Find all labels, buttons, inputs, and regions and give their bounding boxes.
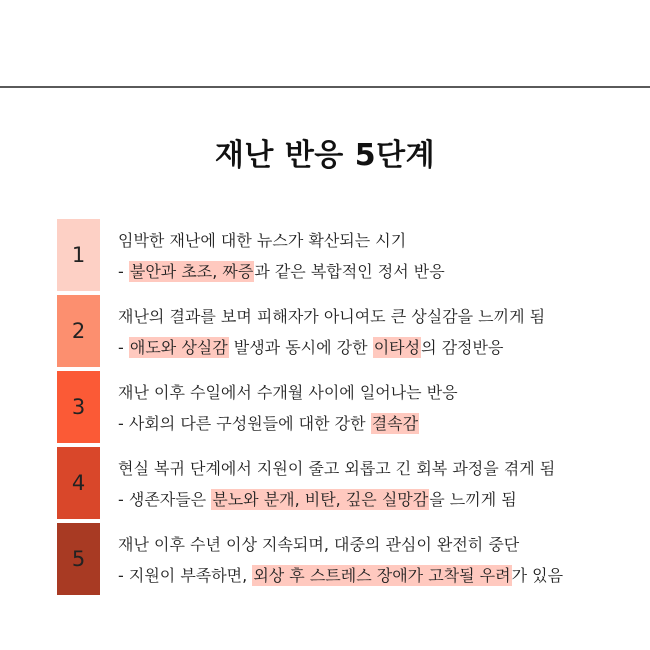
step-detail [118,335,503,358]
detail-text: - 사회의 다른 구성원들에 대한 강한 [118,414,371,433]
step-number-badge: 1 [57,219,100,291]
detail-text: 을 느끼게 됨 [429,490,517,509]
page-title: 재난 반응 5단계 [214,138,436,173]
step-description: 재난 이후 수년 이상 지속되며, 대중의 관심이 완전히 중단 [118,535,520,554]
step-description: 현실 복귀 단계에서 지원이 줄고 외롭고 긴 회복 과정을 겪게 됨 [118,459,556,478]
step-description: 재난의 결과를 보며 피해자가 아니여도 큰 상실감을 느끼게 됨 [118,307,546,326]
step-5 [57,523,637,599]
detail-text: 가 있음 [511,566,564,585]
detail-text: - [118,338,129,357]
step-detail [118,411,419,434]
step-3 [57,371,637,447]
highlighted-text: 결속감 [371,414,419,433]
detail-text: 과 같은 복합적인 정서 반응 [254,262,445,281]
step-number-badge: 2 [57,295,100,367]
highlighted-text: 이타성 [373,338,421,357]
step-2 [57,295,637,371]
highlighted-text: 불안과 초조, 짜증 [129,262,254,281]
detail-text: - [118,262,129,281]
step-description: 임박한 재난에 대한 뉴스가 확산되는 시기 [118,231,407,250]
step-number-badge: 5 [57,523,100,595]
detail-text: - 지원이 부족하면, [118,566,253,585]
highlighted-text: 외상 후 스트레스 장애가 고착될 우려 [253,566,511,585]
detail-text: - 생존자들은 [118,490,212,509]
step-detail [118,563,563,586]
step-detail [118,487,517,510]
step-4 [57,447,637,523]
highlighted-text: 분노와 분개, 비탄, 깊은 실망감 [212,490,429,509]
steps-list [57,219,637,599]
step-description: 재난 이후 수일에서 수개월 사이에 일어나는 반응 [118,383,458,402]
step-detail [118,259,445,282]
step-number-badge: 3 [57,371,100,443]
top-divider [0,86,650,88]
detail-text: 의 감정반응 [421,338,504,357]
step-1 [57,219,637,295]
detail-text: 발생과 동시에 강한 [228,338,373,357]
step-number-badge: 4 [57,447,100,519]
highlighted-text: 애도와 상실감 [129,338,228,357]
